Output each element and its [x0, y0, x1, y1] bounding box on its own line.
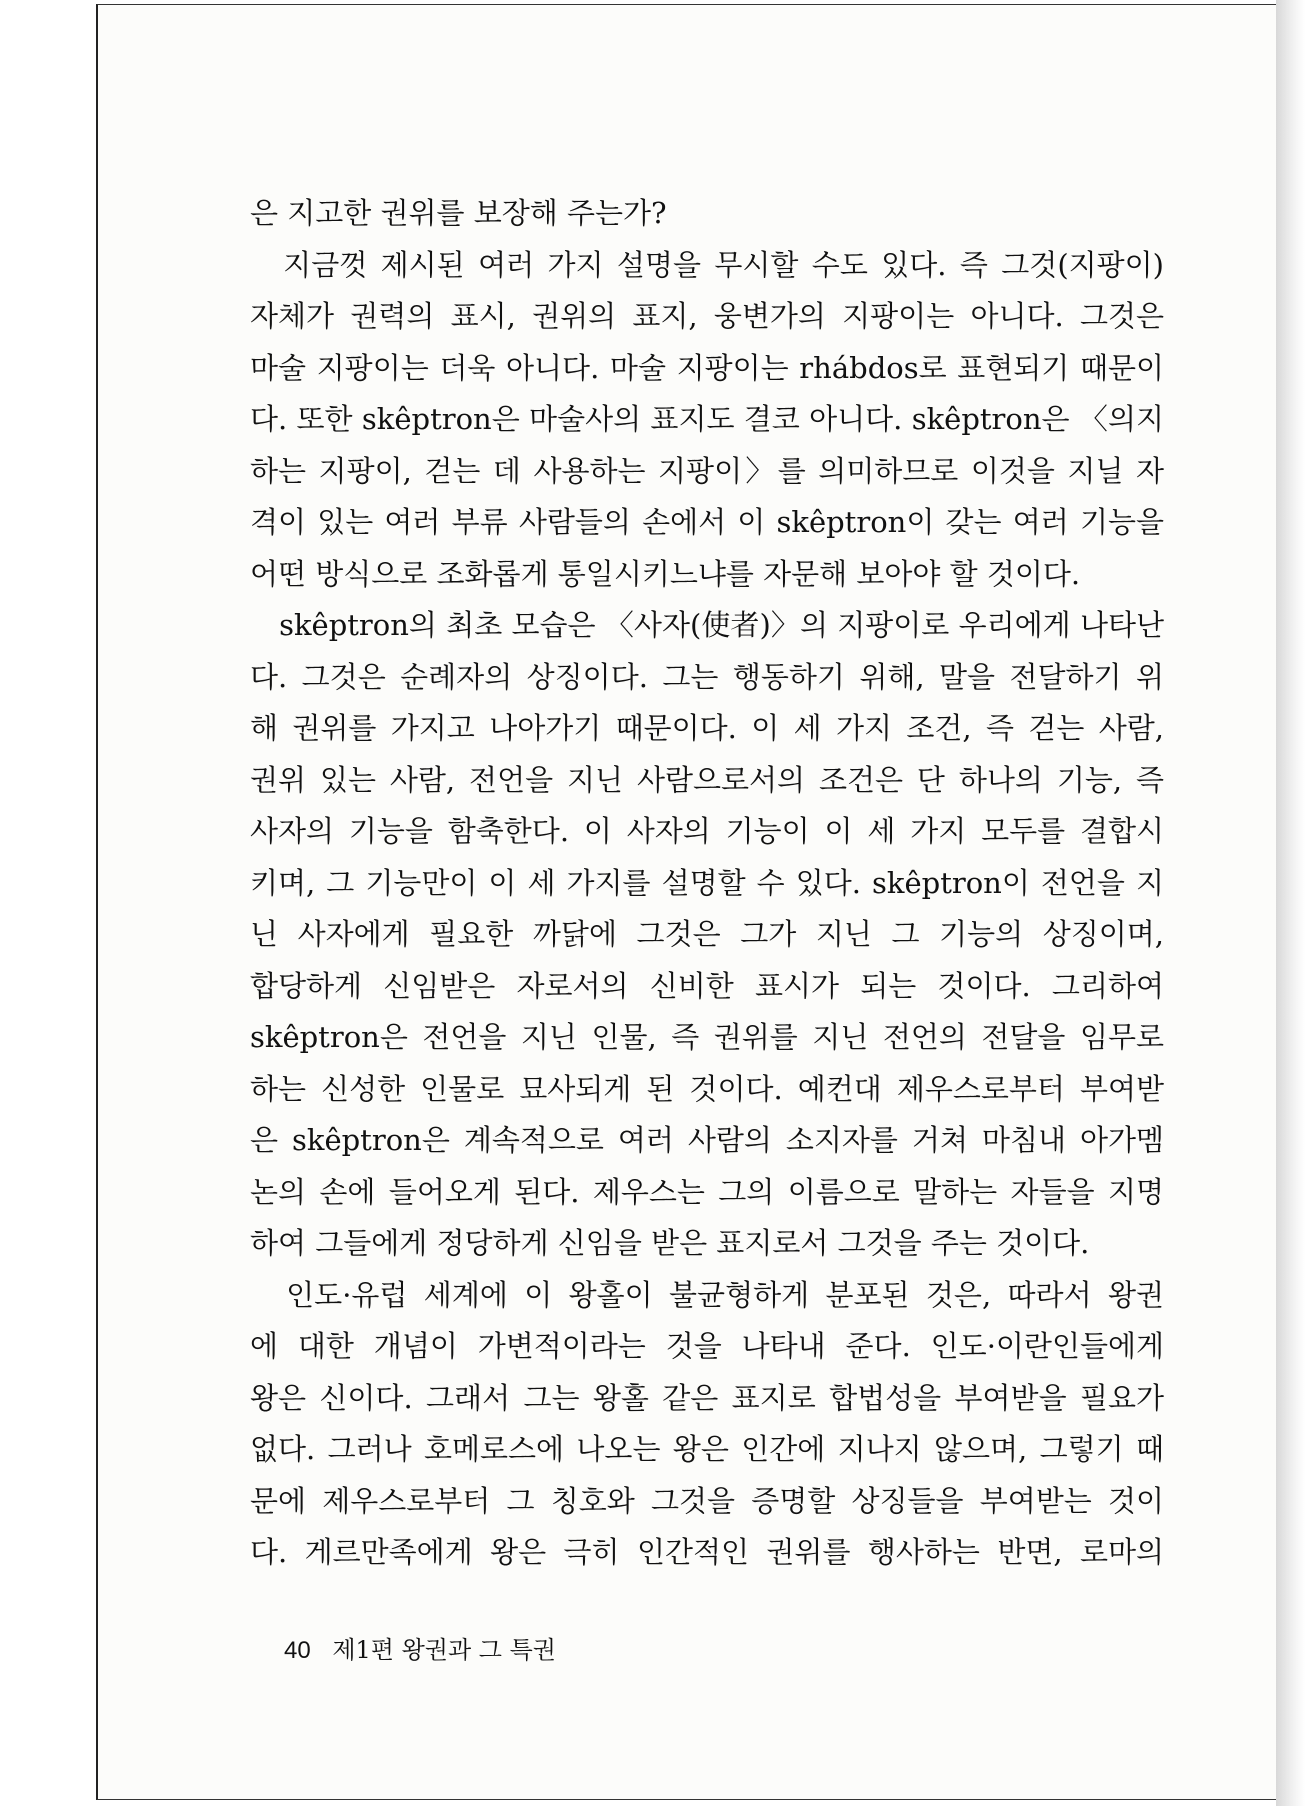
text-line: 하는 지팡이, 걷는 데 사용하는 지팡이〉를 의미하므로 이것을 지닐 자 — [250, 453, 1164, 488]
text-line: 에 대한 개념이 가변적이라는 것을 나타내 준다. 인도·이란인들에게 — [250, 1329, 1164, 1363]
text-line: 합당하게 신임받은 자로서의 신비한 표시가 되는 것이다. 그리하여 — [250, 968, 1164, 1003]
text-line: 문에 제우스로부터 그 칭호와 그것을 증명할 상징들을 부여받는 것이 — [250, 1483, 1164, 1518]
text-line: 왕은 신이다. 그래서 그는 왕홀 같은 표지로 합법성을 부여받을 필요가 — [250, 1380, 1164, 1415]
text-line: 닌 사자에게 필요한 까닭에 그것은 그가 지닌 그 기능의 상징이며, — [250, 917, 1164, 951]
page-footer — [284, 1630, 556, 1665]
page-shadow — [1276, 0, 1305, 1806]
text-line: 해 권위를 가지고 나아가기 때문이다. 이 세 가지 조건, 즉 걷는 사람, — [250, 711, 1164, 745]
text-line: 자체가 권력의 표시, 권위의 표지, 웅변가의 지팡이는 아니다. 그것은 — [250, 299, 1164, 333]
text-line: 마술 지팡이는 더욱 아니다. 마술 지팡이는 rhábdos로 표현되기 때문이 — [250, 350, 1164, 385]
text-line: 은 skêptron은 계속적으로 여러 사람의 소지자를 거쳐 마침내 아가멤 — [250, 1123, 1164, 1157]
section-title: 제1편 왕권과 그 특권 — [332, 1636, 556, 1664]
text-line: 어떤 방식으로 조화롭게 통일시키느냐를 자문해 보아야 할 것이다. — [250, 556, 1081, 591]
text-line: 다. 또한 skêptron은 마술사의 표지도 결코 아니다. skêptron은 〈의지 — [250, 402, 1164, 436]
text-line: 하는 신성한 인물로 묘사되게 된 것이다. 예컨대 제우스로부터 부여받 — [250, 1071, 1164, 1106]
text-line: skêptron은 전언을 지닌 인물, 즉 권위를 지닌 전언의 전달을 임무로 — [250, 1020, 1164, 1054]
text-line: 은 지고한 권위를 보장해 주는가? — [250, 196, 667, 230]
text-line: 권위 있는 사람, 전언을 지닌 사람으로서의 조건은 단 하나의 기능, 즉 — [250, 762, 1164, 797]
text-line: 격이 있는 여러 부류 사람들의 손에서 이 skêptron이 갖는 여러 기능을 — [250, 505, 1164, 539]
text-line: 다. 그것은 순례자의 상징이다. 그는 행동하기 위해, 말을 전달하기 위 — [250, 659, 1164, 694]
text-line: 인도·유럽 세계에 이 왕홀이 불균형하게 분포된 것은, 따라서 왕권 — [250, 1277, 1164, 1312]
body-text — [250, 188, 1164, 1579]
text-line: 키며, 그 기능만이 이 세 가지를 설명할 수 있다. skêptron이 전언을 지 — [250, 865, 1164, 900]
text-line: 없다. 그러나 호메로스에 나오는 왕은 인간에 지나지 않으며, 그렇기 때 — [250, 1432, 1164, 1466]
text-line: 논의 손에 들어오게 된다. 제우스는 그의 이름으로 말하는 자들을 지명 — [250, 1174, 1164, 1209]
text-line: 하여 그들에게 정당하게 신임을 받은 표지로서 그것을 주는 것이다. — [250, 1226, 1090, 1260]
text-line: 사자의 기능을 함축한다. 이 사자의 기능이 이 세 가지 모두를 결합시 — [250, 814, 1164, 848]
text-line: 지금껏 제시된 여러 가지 설명을 무시할 수도 있다. 즉 그것(지팡이) — [250, 247, 1164, 282]
text-line: 다. 게르만족에게 왕은 극히 인간적인 권위를 행사하는 반면, 로마의 — [250, 1535, 1164, 1569]
text-line: skêptron의 최초 모습은 〈사자(使者)〉의 지팡이로 우리에게 나타난 — [250, 608, 1164, 642]
page-number: 40 — [284, 1637, 311, 1664]
